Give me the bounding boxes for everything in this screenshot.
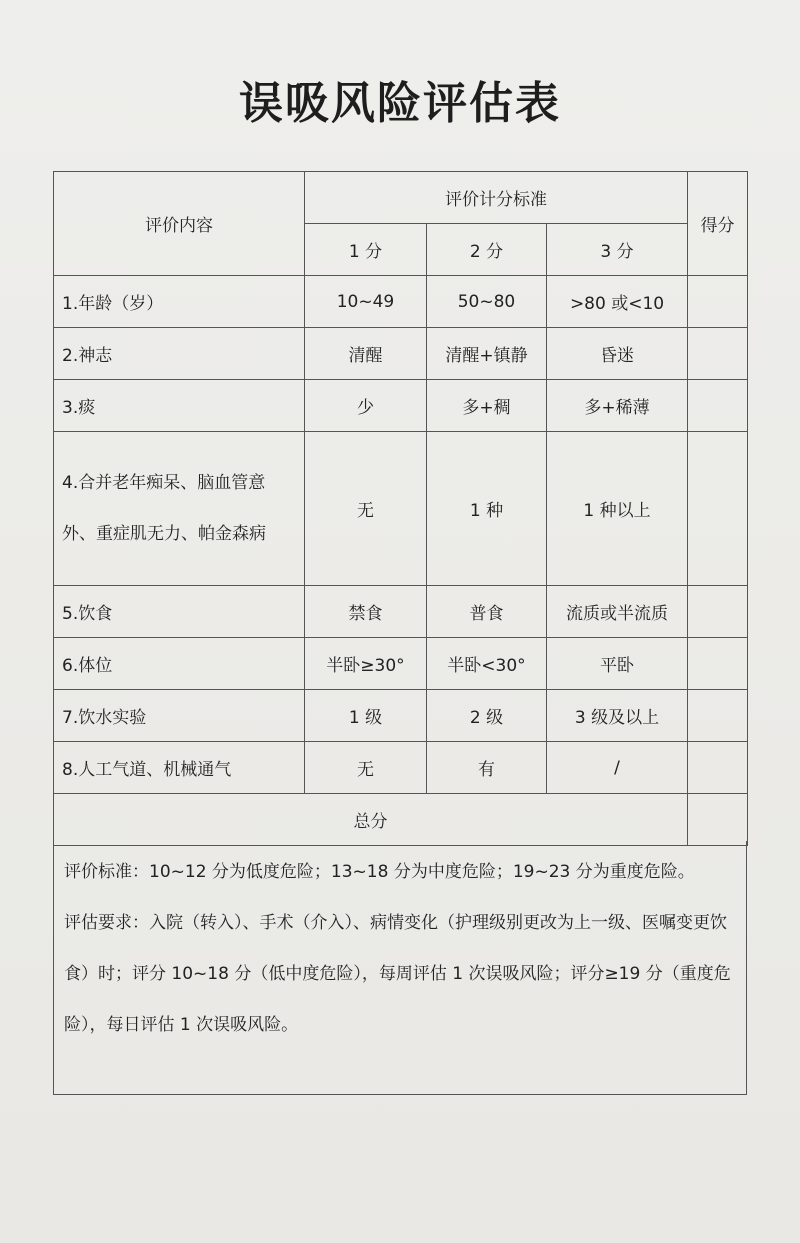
total-score-cell[interactable] — [688, 794, 748, 846]
table-row — [54, 276, 748, 328]
table-row — [54, 328, 748, 380]
row-score-cell[interactable] — [688, 328, 748, 380]
row-2-point: 多+稠 — [427, 380, 547, 432]
table-row — [54, 742, 748, 794]
assessment-table — [53, 171, 748, 846]
evaluation-requirement: 评估要求：入院（转入）、手术（介入）、病情变化（护理级别更改为上一级、医嘱变更饮食）时；评分 10~18 分（低中度危险），每周评估 1 次误吸风险；评分≥19 分（重度危险），每日评估 1 次误吸风险。 — [64, 913, 731, 1035]
row-score-cell[interactable] — [688, 742, 748, 794]
row-3-point: 1 种以上 — [547, 432, 688, 586]
header-criteria: 评价计分标准 — [305, 172, 688, 224]
row-score-cell[interactable] — [688, 380, 748, 432]
row-score-cell[interactable] — [688, 432, 748, 586]
header-3-point: 3 分 — [547, 224, 688, 276]
row-1-point: 少 — [305, 380, 427, 432]
table-row — [54, 690, 748, 742]
page-title: 误吸风险评估表 — [239, 78, 561, 129]
row-item: 8.人工气道、机械通气 — [54, 742, 305, 794]
table-row — [54, 638, 748, 690]
row-3-point: 多+稀薄 — [547, 380, 688, 432]
row-2-point: 清醒+镇静 — [427, 328, 547, 380]
row-score-cell[interactable] — [688, 690, 748, 742]
row-item: 4.合并老年痴呆、脑血管意外、重症肌无力、帕金森病 — [54, 432, 305, 586]
row-1-point: 清醒 — [305, 328, 427, 380]
row-2-point: 50~80 — [427, 276, 547, 328]
row-1-point: 1 级 — [305, 690, 427, 742]
notes-box — [53, 841, 747, 1095]
row-3-point: / — [547, 742, 688, 794]
row-2-point: 1 种 — [427, 432, 547, 586]
row-item: 7.饮水实验 — [54, 690, 305, 742]
total-label: 总分 — [54, 794, 688, 846]
header-score: 得分 — [688, 172, 748, 276]
row-3-point: >80 或<10 — [547, 276, 688, 328]
row-score-cell[interactable] — [688, 638, 748, 690]
row-item: 3.痰 — [54, 380, 305, 432]
row-1-point: 10~49 — [305, 276, 427, 328]
table-row — [54, 432, 748, 586]
row-1-point: 无 — [305, 432, 427, 586]
row-2-point: 2 级 — [427, 690, 547, 742]
row-3-point: 平卧 — [547, 638, 688, 690]
table-row — [54, 586, 748, 638]
header-2-point: 2 分 — [427, 224, 547, 276]
row-item: 6.体位 — [54, 638, 305, 690]
row-3-point: 流质或半流质 — [547, 586, 688, 638]
row-item: 2.神志 — [54, 328, 305, 380]
evaluation-standard: 评价标准：10~12 分为低度危险；13~18 分为中度危险；19~23 分为重度危险。 — [64, 862, 695, 882]
row-item: 1.年龄（岁） — [54, 276, 305, 328]
table-row — [54, 380, 748, 432]
row-score-cell[interactable] — [688, 276, 748, 328]
row-3-point: 昏迷 — [547, 328, 688, 380]
row-3-point: 3 级及以上 — [547, 690, 688, 742]
row-item: 5.饮食 — [54, 586, 305, 638]
header-content: 评价内容 — [54, 172, 305, 276]
header-1-point: 1 分 — [305, 224, 427, 276]
row-2-point: 普食 — [427, 586, 547, 638]
row-score-cell[interactable] — [688, 586, 748, 638]
row-2-point: 半卧<30° — [427, 638, 547, 690]
total-row — [54, 794, 748, 846]
row-1-point: 半卧≥30° — [305, 638, 427, 690]
row-1-point: 禁食 — [305, 586, 427, 638]
row-1-point: 无 — [305, 742, 427, 794]
row-2-point: 有 — [427, 742, 547, 794]
